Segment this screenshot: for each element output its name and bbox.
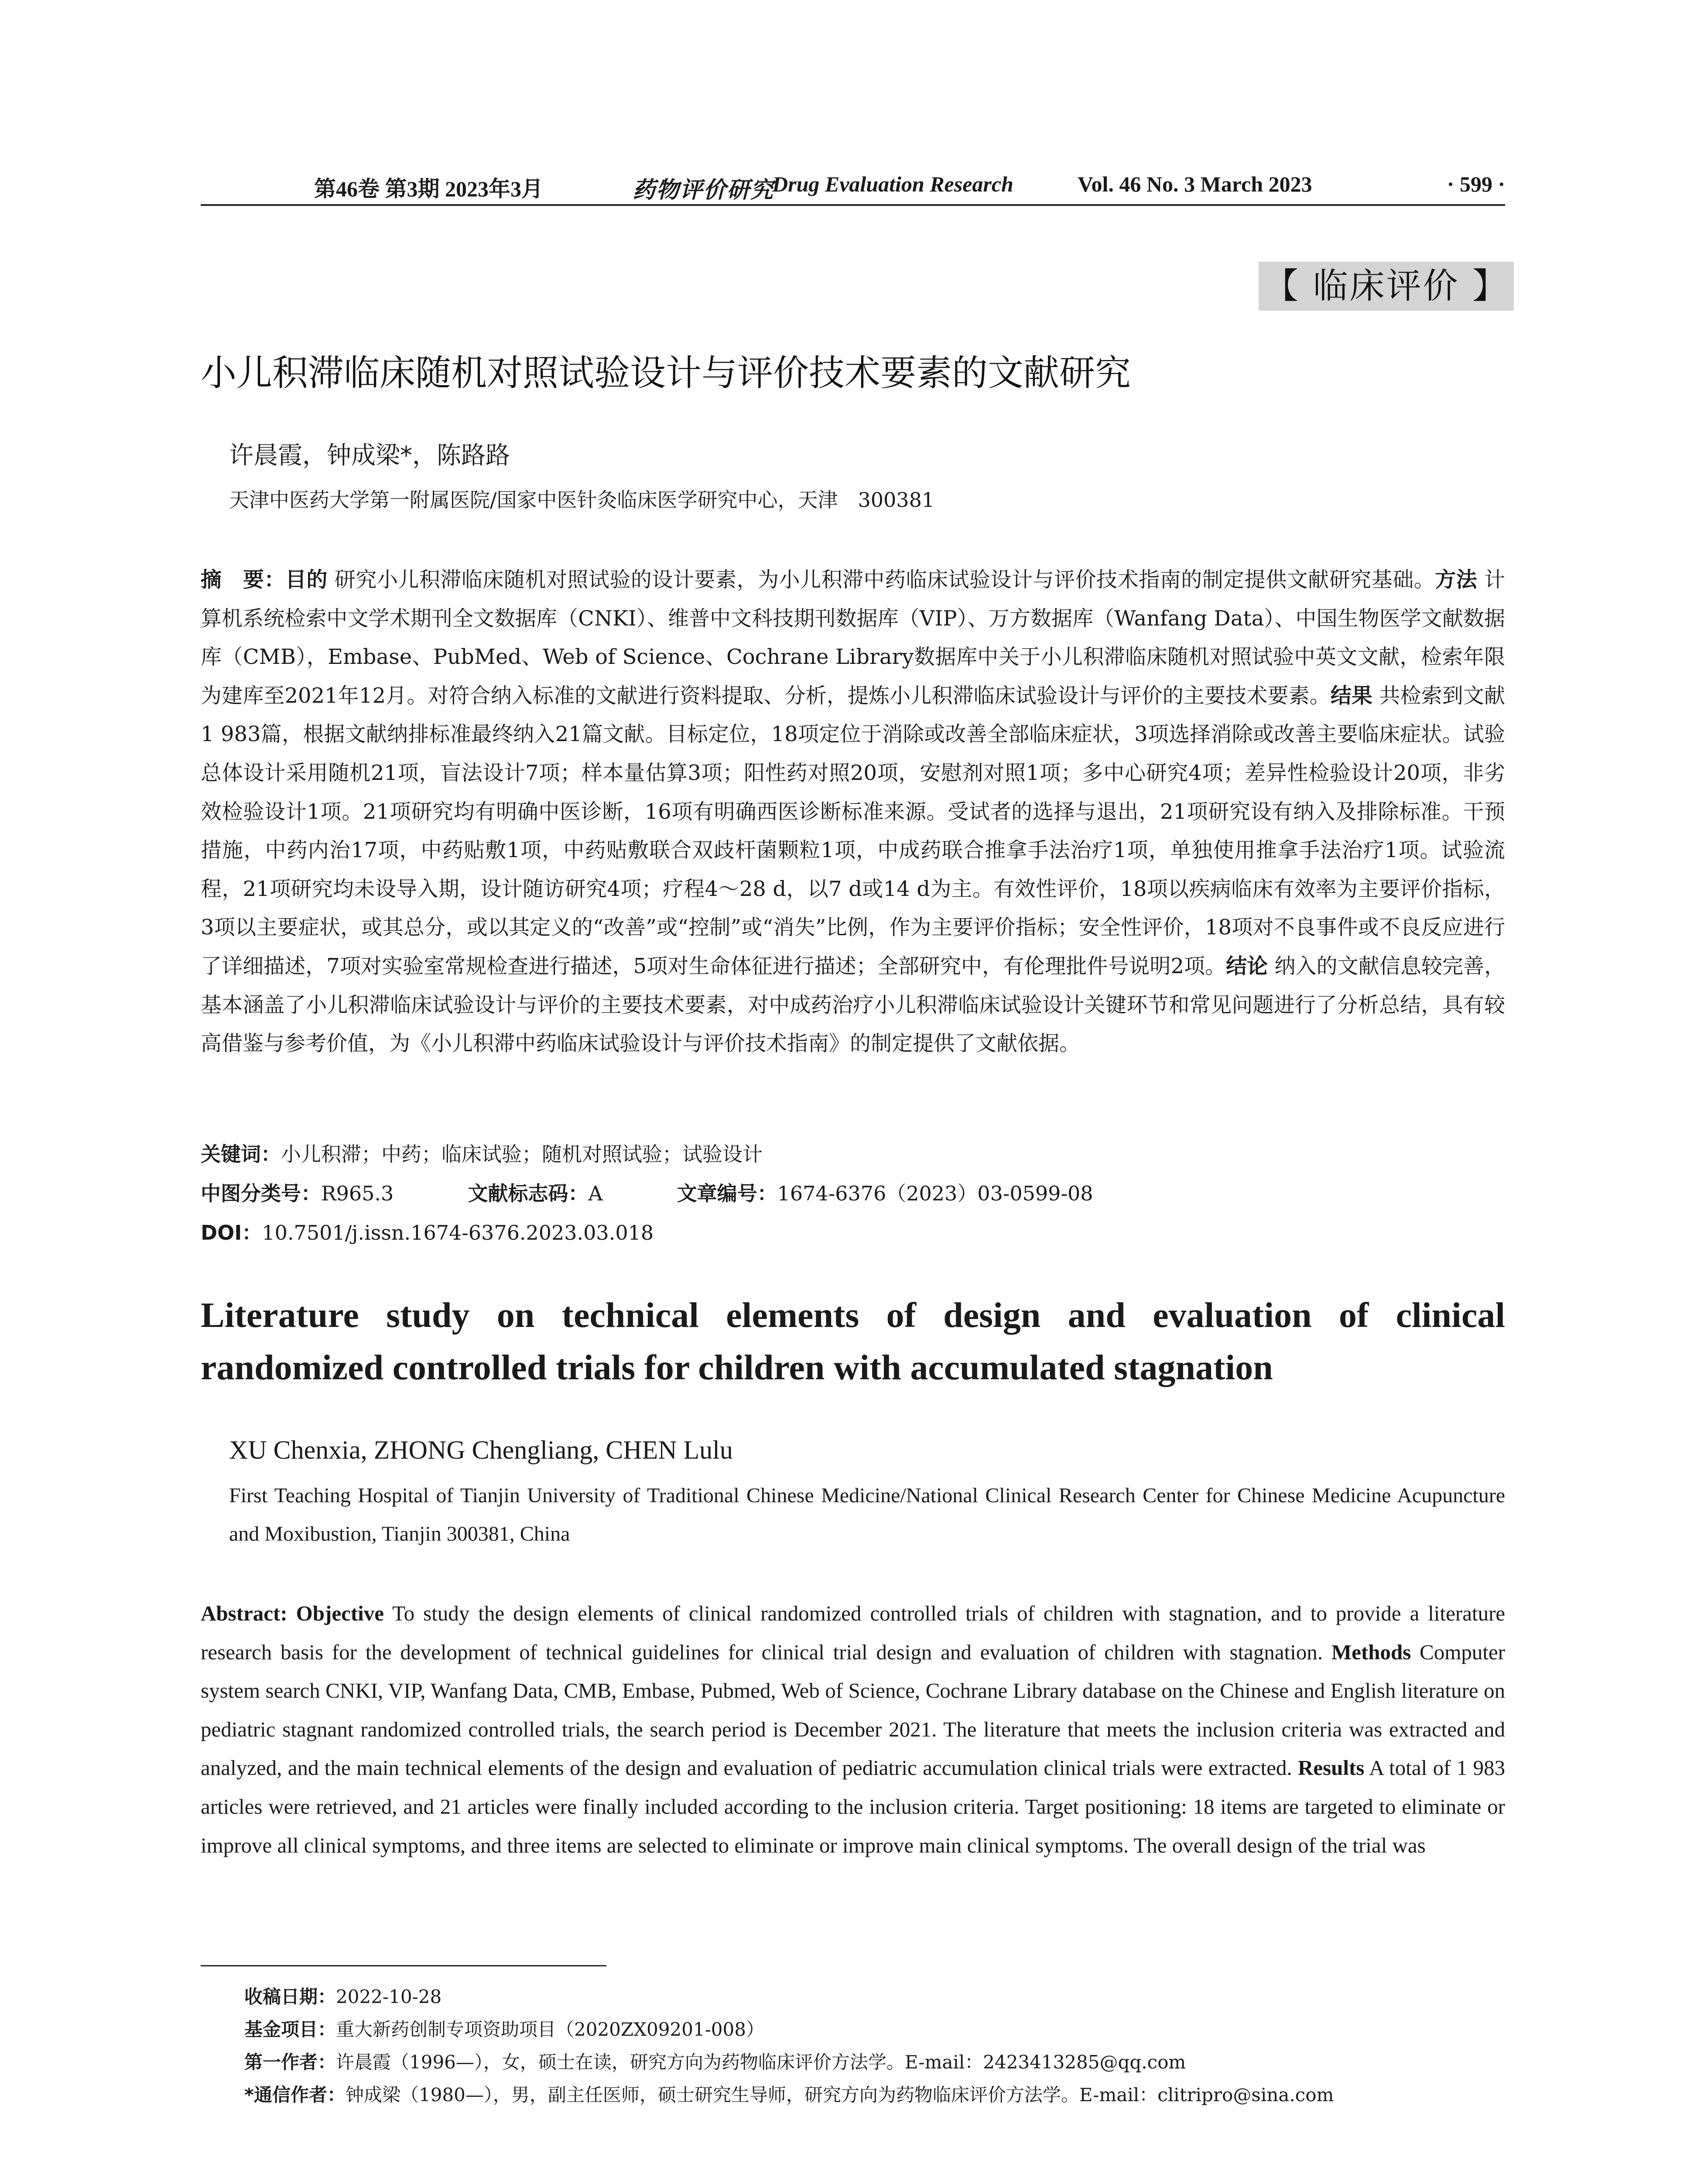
footnote-fund [244,2015,764,2041]
affiliation-en: First Teaching Hospital of Tianjin University of Traditional Chinese Medicine/National Clinical Research Center for Chinese Medicine Acupuncture and Moxibustion, Tianjin 300381, China [229,1484,1505,1545]
header-page-number: · 599 · [1447,172,1505,196]
doi-line [201,1217,654,1246]
footnote-first-author [244,2048,1186,2074]
classification-line [201,1178,1093,1207]
first-author-label: 第一作者： [244,2051,336,2073]
methods-label-cn: 方法 [1435,567,1478,592]
fund-label: 基金项目： [244,2019,336,2040]
keywords-value: 小儿积滞；中药；临床试验；随机对照试验；试验设计 [281,1142,763,1166]
fund-value: 重大新药创制专项资助项目（2020ZX09201-008） [336,2019,764,2040]
article-number-value: 1674-6376（2023）03-0599-08 [777,1182,1093,1205]
authors-cn: 许晨霞，钟成梁*，陈路路 [229,441,510,470]
footnote-received [244,1983,442,2009]
doc-code-label: 文献标志码： [468,1182,589,1205]
objective-text-en: To study the design elements of clinical randomized controlled trials of children with stagnation, and to provide a literature research basis for the development of technical guidelines for clinical trial design and evaluation of children with stagnation. [201,1601,1506,1664]
keywords [201,1138,763,1167]
first-author-value: 许晨霞（1996—），女，硕士在读，研究方向为药物临床评价方法学。E-mail：2423413285@qq.com [336,2051,1186,2073]
header-issue-cn: 第46卷 第3期 2023年3月 [314,177,543,201]
abstract-en-label: Abstract: [201,1601,288,1625]
abstract-cn-label: 摘 要： [201,567,286,592]
results-text-cn: 共检索到文献1 983篇，根据文献纳排标准最终纳入21篇文献。目标定位，18项定位于消除或改善全部临床症状，3项选择消除或改善主要临床症状。试验总体设计采用随机21项，盲法设计7项；样本量估算3项；阳性药对照20项，安慰剂对照1项；多中心研究4项；差异性检验设计20项，非劣效检验设计1项。21项研究均有明确中医诊断，16项有明确西医诊断标准来源。受试者的选择与退出，21项研究设有纳入及排除标准。干预措施，中药内治17项，中药贴敷1项，中药贴敷联合双歧杆菌颗粒1项，中成药联合推拿手法治疗1项，单独使用推拿手法治疗1项。试验流程，21项研究均未设导入期，设计随访研究4项；疗程4～28 d，以7 d或14 d为主。有效性评价，18项以疾病临床有效率为主要评价指标，3项以主要症状，或其总分，或以其定义的“改善”或“控制”或“消失”比例，作为主要评价指标；安全性评价，18项对不良事件或不良反应进行了详细描述，7项对实验室常规检查进行描述，5项对生命体征进行描述；全部研究中，有伦理批件号说明2项。 [201,683,1505,978]
abstract-en [201,1594,1505,1865]
journal-logo: 药物评价研究 [633,177,774,203]
methods-text-cn: 计算机系统检索中文学术期刊全文数据库（CNKI）、维普中文科技期刊数据库（VIP）、万方数据库（Wanfang Data）、中国生物医学文献数据库（CMB），Embase、PubMed、Web of Science、Cochrane Library数据库中关于小儿积滞临床随机对照试验中英文文献，检索年限为建库至2021年12月。对符合纳入标准的文献进行资料提取、分析，提炼小儿积滞临床试验设计与评价的主要技术要素。 [201,567,1505,708]
corresponding-value: 钟成梁（1980—），男，副主任医师，硕士研究生导师，研究方向为药物临床评价方法学。E-mail：clitripro@sina.com [345,2084,1334,2106]
doi-label: DOI： [201,1221,262,1244]
header-journal-name: Drug Evaluation Research [772,172,1013,196]
objective-label-en: Objective [296,1601,384,1625]
running-header [201,168,1505,203]
corresponding-label: *通信作者： [244,2084,346,2106]
footnote-corresponding [244,2081,1334,2107]
header-rule [201,204,1505,206]
conclusion-label-cn: 结论 [1226,954,1268,978]
received-date: 2022-10-28 [336,1986,442,2007]
received-label: 收稿日期： [244,1986,336,2007]
doi-value: 10.7501/j.issn.1674-6376.2023.03.018 [262,1221,654,1244]
results-text-en: A total of 1 983 articles were retrieved, and 21 articles were finally included according to the inclusion criteria. Target positioning: 18 items are targeted to eliminate or improve all clinical symptoms, and three items are selected to eliminate or improve main clinical symptoms. The overall design of the trial was [201,1756,1505,1857]
conclusion-text-cn: 纳入的文献信息较完善，基本涵盖了小儿积滞临床试验设计与评价的主要技术要素，对中成药治疗小儿积滞临床试验设计关键环节和常见问题进行了分析总结，具有较高借鉴与参考价值，为《小儿积滞中药临床试验设计与评价技术指南》的制定提供了文献依据。 [201,954,1505,1056]
section-tag: 【 临床评价 】 [1259,262,1514,311]
objective-label-cn: 目的 [285,567,328,592]
header-volume: Vol. 46 No. 3 March 2023 [1078,172,1312,196]
abstract-cn [201,561,1505,1063]
methods-label-en: Methods [1331,1640,1411,1664]
results-label-cn: 结果 [1330,683,1373,708]
objective-text-cn: 研究小儿积滞临床随机对照试验的设计要素，为小儿积滞中药临床试验设计与评价技术指南的制定提供文献研究基础。 [328,567,1435,592]
methods-text-en: Computer system search CNKI, VIP, Wanfang Data, CMB, Embase, Pubmed, Web of Science, Cochrane Library database on the Chinese and English literature on pediatric stagnant randomized controlled trials, the search period is December 2021. The literature that meets the inclusion criteria was extracted and analyzed, and the main technical elements of the design and evaluation of pediatric accumulation clinical trials were extracted. [201,1640,1505,1780]
clc-value: R965.3 [321,1182,394,1205]
article-number-label: 文章编号： [677,1182,777,1205]
results-label-en: Results [1297,1756,1365,1780]
title-cn: 小儿积滞临床随机对照试验设计与评价技术要素的文献研究 [201,352,1131,394]
affiliation-cn: 天津中医药大学第一附属医院/国家中医针灸临床医学研究中心，天津 300381 [229,488,935,512]
title-en: Literature study on technical elements of design and evaluation of clinical randomized controlled trials for children with accumulated stagnation [201,1295,1505,1387]
keywords-label: 关键词： [201,1142,281,1166]
clc-label: 中图分类号： [201,1182,321,1205]
doc-code-value: A [588,1182,603,1205]
footnote-rule [201,1965,606,1966]
authors-en: XU Chenxia, ZHONG Chengliang, CHEN Lulu [229,1436,733,1464]
